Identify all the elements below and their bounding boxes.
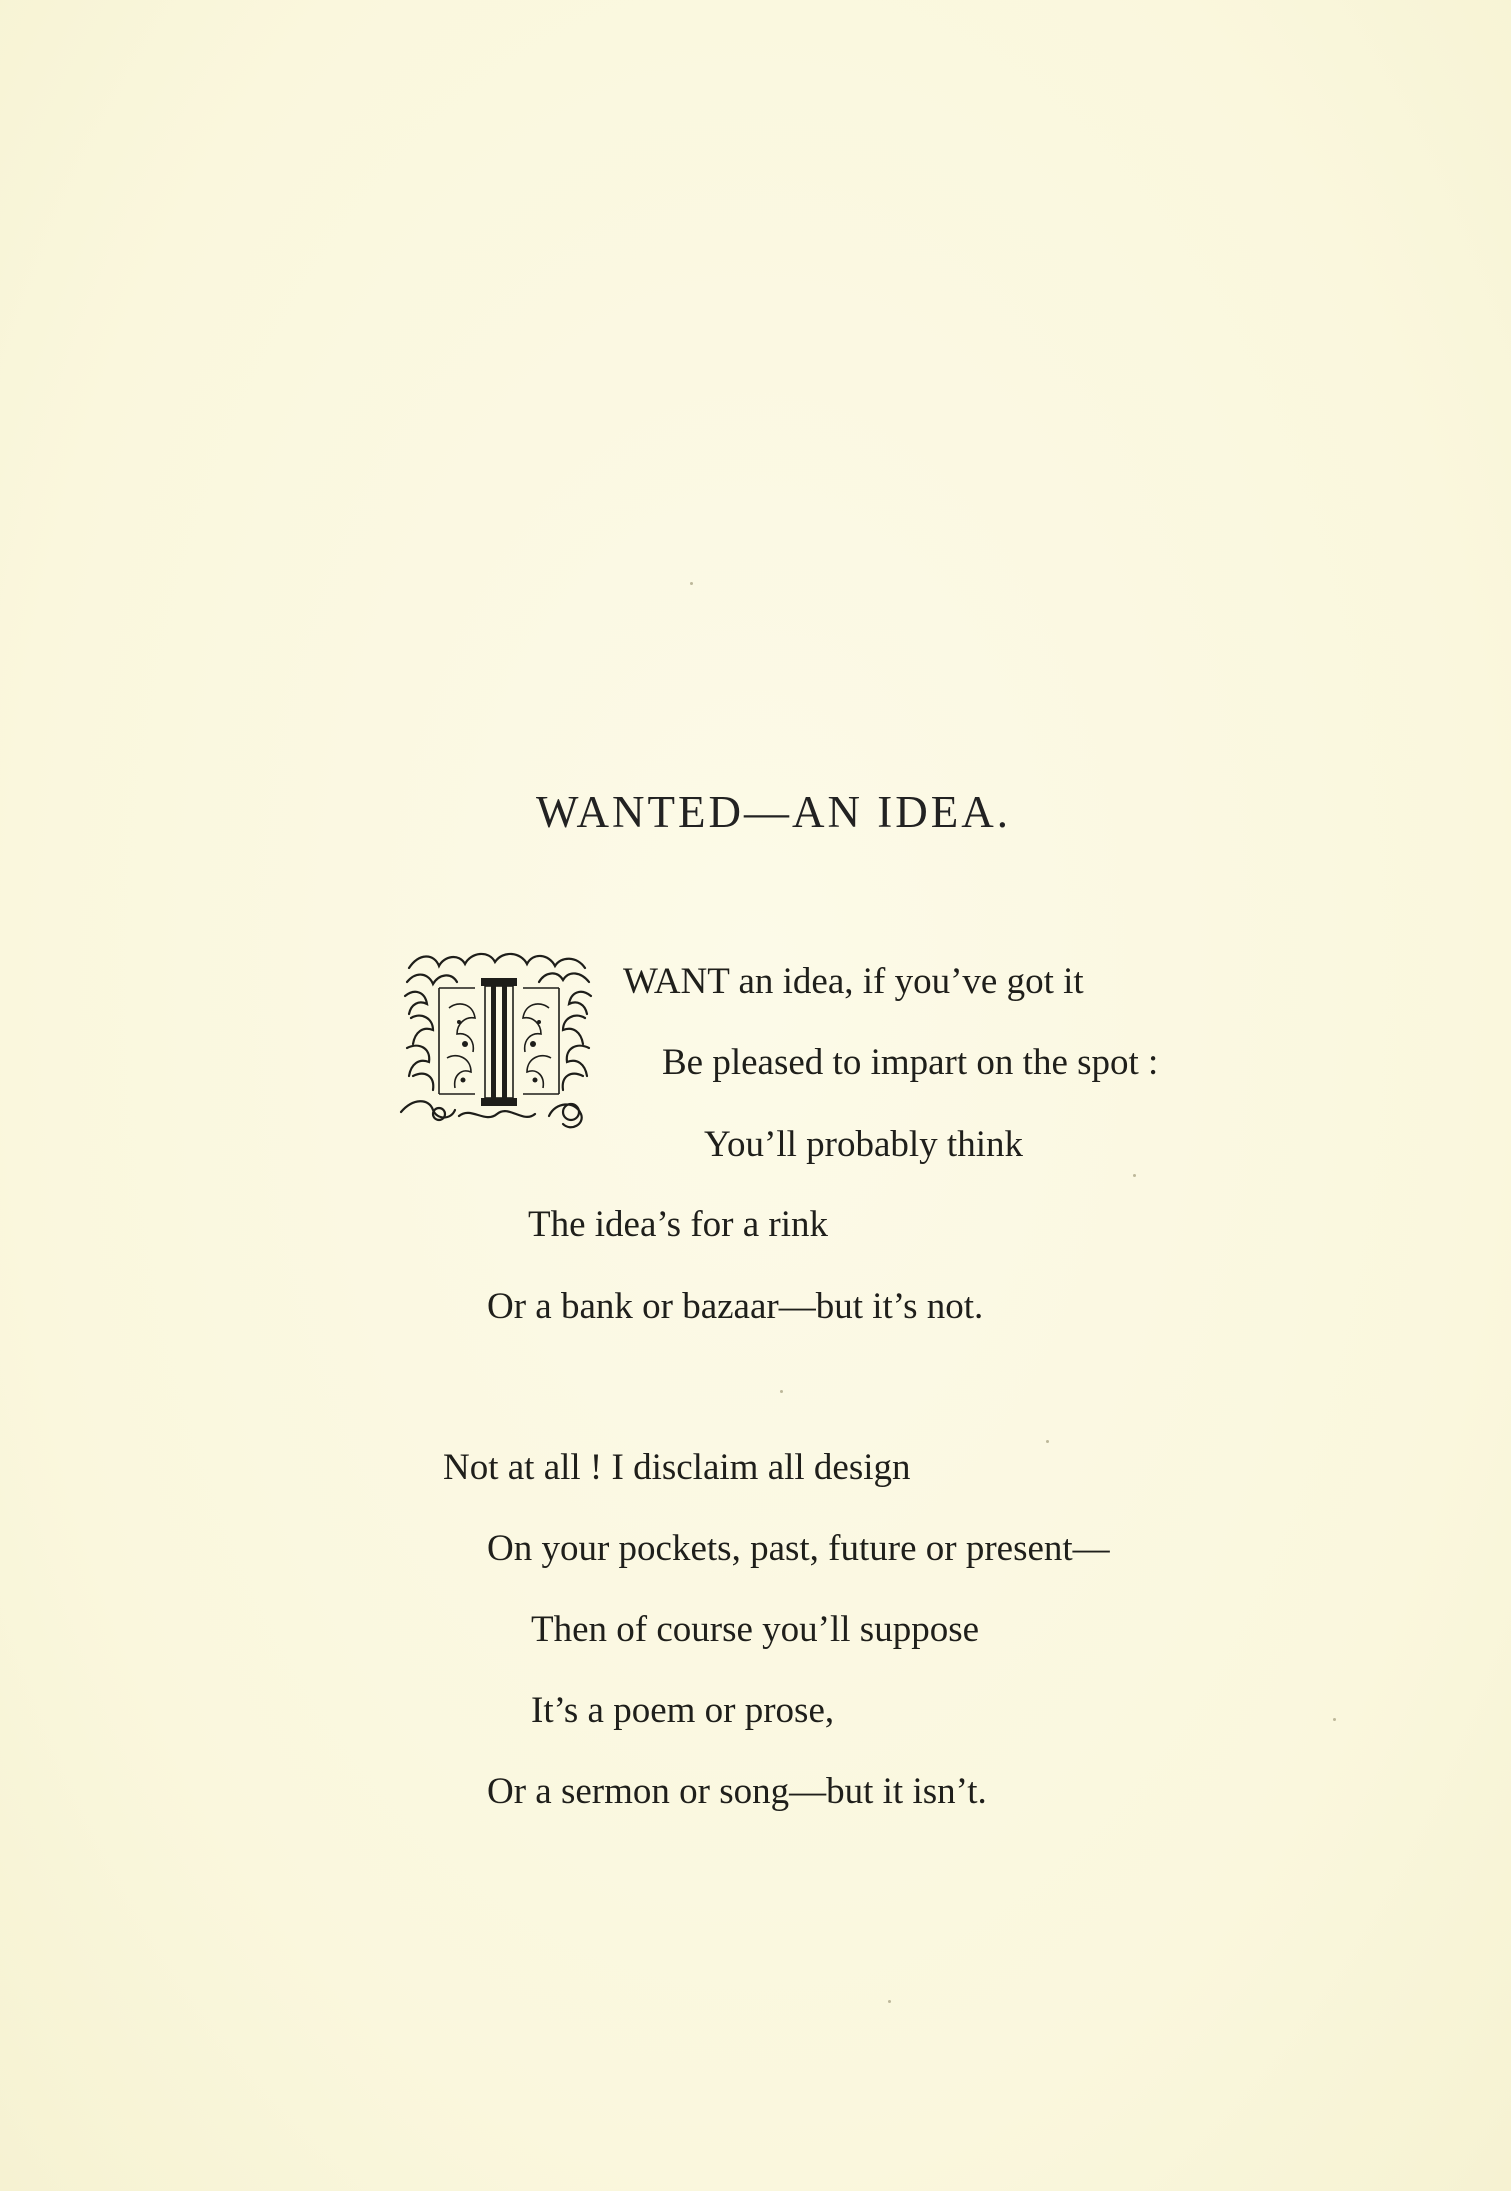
poem-title: WANTED—AN IDEA. <box>536 787 1011 837</box>
stanza1-line5: Or a bank or bazaar—but it’s not. <box>487 1286 984 1327</box>
ornamental-dropcap-i <box>399 948 599 1138</box>
stanza2-line4: It’s a poem or prose, <box>531 1690 835 1731</box>
stanza1-line3: You’ll probably think <box>704 1124 1023 1165</box>
stanza1-line1: WANT an idea, if you’ve got it <box>623 961 1084 1002</box>
stanza2-line1: Not at all ! I disclaim all design <box>443 1447 911 1488</box>
stanza1-line2: Be pleased to impart on the spot : <box>662 1042 1159 1083</box>
paper-speck <box>1133 1174 1136 1177</box>
paper-speck <box>1046 1440 1049 1443</box>
paper-speck <box>1333 1718 1336 1721</box>
stanza2-line2: On your pockets, past, future or present— <box>487 1528 1110 1569</box>
stanza1-line4: The idea’s for a rink <box>528 1204 828 1245</box>
paper-speck <box>780 1390 783 1393</box>
stanza2-line5: Or a sermon or song—but it isn’t. <box>487 1771 987 1812</box>
stanza2-line3: Then of course you’ll suppose <box>531 1609 980 1650</box>
paper-speck <box>690 582 693 585</box>
paper-speck <box>888 2000 891 2003</box>
